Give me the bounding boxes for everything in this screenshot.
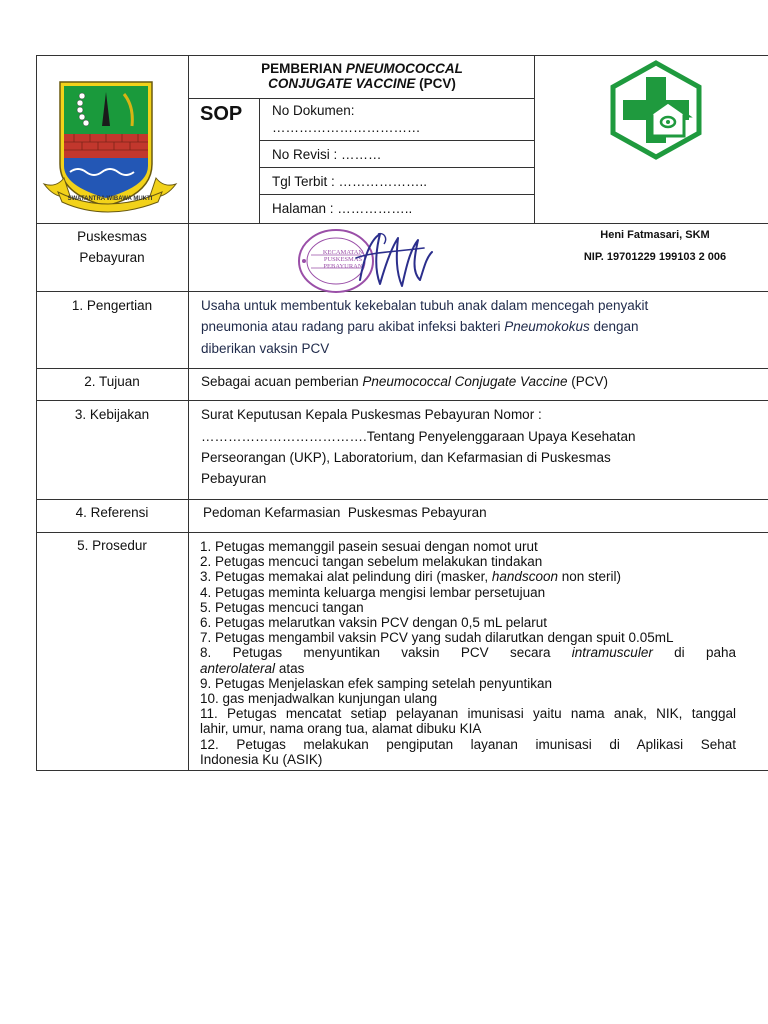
title-part-4: (PCV) (415, 76, 456, 91)
header-bottom-line (36, 223, 768, 224)
prosedur-step-4: 4. Petugas meminta keluarga mengisi lembar persetujuan (200, 584, 546, 600)
doc-row-line-2 (259, 167, 534, 168)
kabupaten-emblem-logo (40, 76, 180, 216)
handwritten-signature (350, 228, 440, 290)
prosedur-list (200, 539, 736, 767)
prosedur-step-5: 5. Petugas mencuci tangan (200, 599, 364, 615)
institution-line-1: Puskesmas (77, 229, 147, 244)
prosedur-step-6: 6. Petugas melarutkan vaksin PCV dengan 0,5 mL pelarut (200, 615, 547, 631)
step-8-text-e: atas (275, 660, 305, 676)
sign-row-bottom-line (36, 291, 768, 292)
step-3-text-b: handscoon (491, 569, 558, 585)
signatory-nip: NIP. 19701229 199103 2 006 (583, 251, 727, 263)
label-referensi: 4. Referensi (75, 505, 149, 520)
step-8-text-a: 8. Petugas menyuntikan vaksin PCV secara (200, 645, 572, 661)
header-divider-right (534, 55, 535, 223)
title-part-2: PNEUMOCOCCAL (345, 61, 463, 76)
title-underline (188, 98, 534, 99)
title-part-1: PEMBERIAN (261, 61, 346, 76)
tujuan-text (201, 371, 608, 392)
doc-row-line-1 (259, 140, 534, 141)
no-dokumen-label: No Dokumen: (272, 103, 355, 118)
row-line-kebijakan (36, 499, 768, 500)
prosedur-step-7: 7. Petugas mengambil vaksin PCV yang sudah dilarutkan dengan spuit 0.05mL (200, 630, 674, 646)
pengertian-line-2 (201, 316, 639, 337)
referensi-text: Pedoman Kefarmasian Puskesmas Pebayuran (203, 505, 487, 520)
no-revisi: No Revisi : ……… (272, 147, 382, 162)
prosedur-step-11: 11. Petugas mencatat setiap pelayanan imunisasi yaitu nama anak, NIK, tanggal (200, 706, 736, 722)
pengertian-text-c: dengan (589, 319, 639, 334)
prosedur-step-12-cont: Indonesia Ku (ASIK) (200, 751, 323, 767)
puskesmas-logo (606, 60, 706, 160)
prosedur-step-12: 12. Petugas melakukan pengiputan layanan imunisasi di Aplikasi Sehat (200, 736, 736, 752)
prosedur-step-2: 2. Petugas mencuci tangan sebelum melakukan tindakan (200, 554, 543, 570)
prosedur-step-8-cont (200, 661, 736, 676)
label-kebijakan: 3. Kebijakan (74, 407, 150, 422)
doc-row-line-3 (259, 194, 534, 195)
signatory-name: Heni Fatmasari, SKM (600, 229, 710, 241)
step-8-text-d: anterolateral (200, 660, 276, 676)
tujuan-text-a: Sebagai acuan pemberian (201, 374, 363, 389)
prosedur-step-3 (200, 569, 736, 584)
pengertian-line-3: diberikan vaksin PCV (201, 341, 330, 356)
kebijakan-line-1: Surat Keputusan Kepala Puskesmas Pebayuran Nomor : (201, 407, 542, 422)
pengertian-line-1: Usaha untuk membentuk kekebalan tubuh anak dalam mencegah penyakit (201, 298, 649, 313)
emblem-motto: SWATANTRA WIBAWA MUKTI (67, 196, 153, 202)
row-line-tujuan (36, 400, 768, 401)
sop-divider (259, 98, 260, 223)
step-3-text-a: 3. Petugas memakai alat pelindung diri (masker, (200, 569, 492, 585)
prosedur-step-1: 1. Petugas memanggil pasein sesuai dengan nomot urut (200, 539, 538, 554)
prosedur-step-10: 10. gas menjadwalkan kunjungan ulang (200, 691, 438, 707)
prosedur-step-8 (200, 645, 736, 660)
kebijakan-line-4: Pebayuran (201, 471, 267, 486)
header-divider-left (188, 55, 189, 771)
kebijakan-line-3: Perseorangan (UKP), Laboratorium, dan Kefarmasian di Puskesmas (201, 450, 611, 465)
prosedur-step-11-cont: lahir, umur, nama orang tua, alamat dibuku KIA (200, 721, 482, 737)
tujuan-text-c: (PCV) (567, 374, 608, 389)
kebijakan-line-2: ……………………………….Tentang Penyelenggaraan Upaya Kesehatan (201, 429, 636, 444)
label-pengertian: 1. Pengertian (71, 298, 153, 313)
step-3-text-c: non steril) (557, 569, 621, 585)
label-tujuan: 2. Tujuan (84, 374, 140, 389)
tujuan-text-b: Pneumococcal Conjugate Vaccine (362, 374, 568, 389)
halaman: Halaman : …………….. (272, 201, 413, 216)
pengertian-text-b: Pneumokokus (504, 319, 590, 334)
step-8-text-c: di paha (652, 645, 737, 661)
stamp-text: KECAMATAN PUSKESMAS PEBAYURAN (322, 249, 364, 270)
pengertian-text-a: pneumonia atau radang paru akibat infeksi bakteri (201, 319, 505, 334)
no-dokumen-value: …………………………… (272, 120, 421, 135)
label-prosedur: 5. Prosedur (77, 538, 147, 553)
row-line-pengertian (36, 368, 768, 369)
prosedur-step-9: 9. Petugas Menjelaskan efek samping setelah penyuntikan (200, 675, 552, 691)
title-part-3: CONJUGATE VACCINE (268, 76, 416, 91)
document-title (190, 61, 534, 91)
step-8-text-b: intramusculer (571, 645, 653, 661)
sop-label: SOP (200, 103, 243, 125)
tgl-terbit: Tgl Terbit : ……………….. (272, 174, 428, 189)
row-line-referensi (36, 532, 768, 533)
institution-line-2: Pebayuran (79, 250, 145, 265)
